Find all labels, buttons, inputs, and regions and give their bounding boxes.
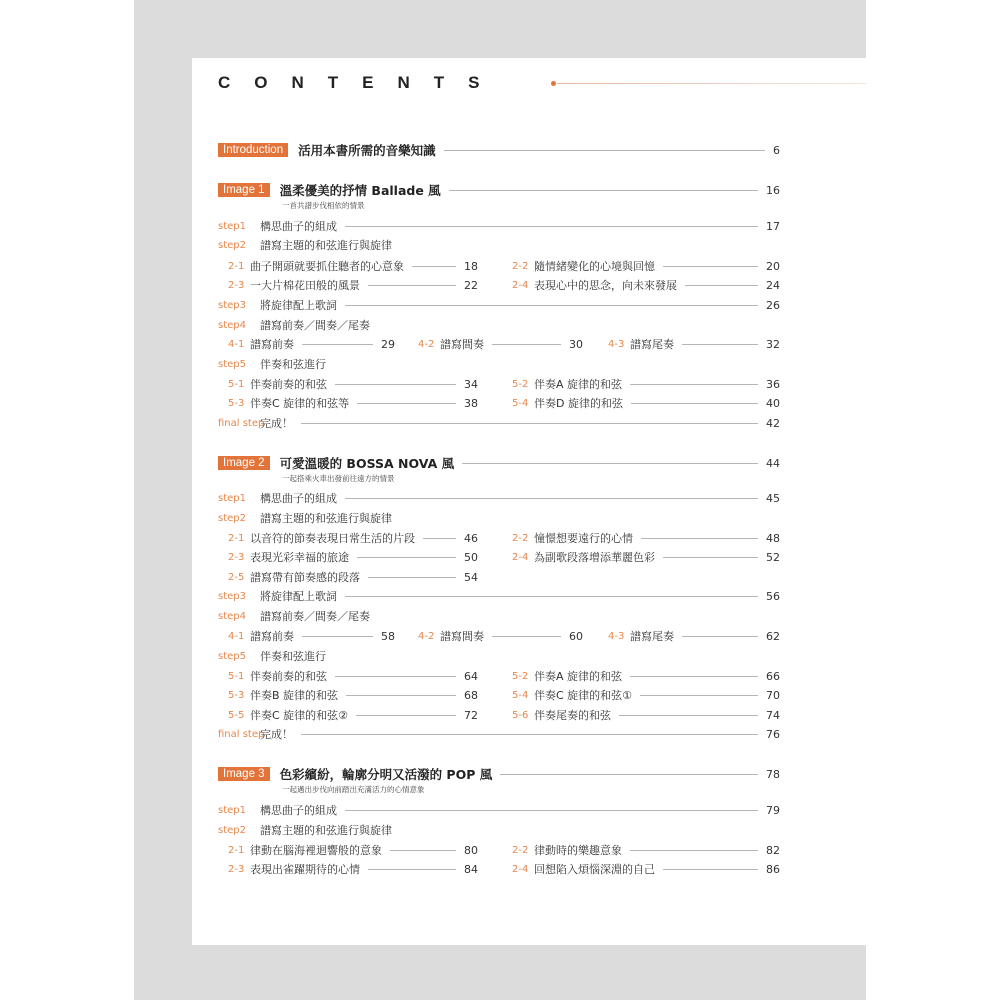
subentry-title: 隨情緒變化的心境與回憶 [534, 260, 655, 273]
page-number: 80 [464, 843, 478, 857]
heading-rule [557, 83, 866, 84]
step-title: 將旋律配上歌詞 [260, 590, 337, 603]
subentry-title: 伴奏C 旋律的和弦等 [250, 397, 350, 410]
subentry-number: 4-1 [228, 630, 245, 642]
subentry-number: 4-2 [418, 338, 435, 350]
subentry-number: 2-1 [228, 844, 245, 856]
step-label: step3 [218, 299, 246, 311]
subentry-title: 曲子開頭就要抓住聽者的心意象 [250, 260, 404, 273]
toc-step-entry[interactable] [218, 414, 780, 432]
toc-subentry[interactable] [502, 686, 780, 704]
toc-subentry[interactable] [502, 706, 780, 724]
leader-line [345, 305, 758, 306]
page-number: 22 [464, 278, 478, 292]
toc-subentry[interactable] [502, 667, 780, 685]
subentry-title: 譜寫前奏 [250, 630, 294, 643]
section-subtitle: 一首共譜步伐相依的情景 [282, 201, 365, 210]
subentry-number: 4-1 [228, 338, 245, 350]
step-title: 譜寫主題的和弦進行與旋律 [260, 512, 392, 525]
heading-dot-ornament [551, 81, 556, 86]
subentry-title: 伴奏A 旋律的和弦 [534, 378, 623, 391]
toc-subentry[interactable] [218, 529, 478, 547]
leader-line [368, 869, 456, 870]
section-title: 色彩繽紛，輪廓分明又活潑的 POP 風 [279, 767, 493, 782]
page-number: 32 [766, 337, 780, 351]
step-label: step1 [218, 804, 246, 816]
page-number: 68 [464, 688, 478, 702]
step-title: 將旋律配上歌詞 [260, 299, 337, 312]
page-number: 66 [766, 669, 780, 683]
leader-line [500, 774, 758, 775]
page-number: 6 [773, 143, 780, 157]
toc-subentry[interactable] [218, 548, 478, 566]
subentry-number: 5-3 [228, 397, 245, 409]
section-badge: Image 2 [218, 456, 270, 470]
page-number: 56 [766, 589, 780, 603]
step-title: 構思曲子的組成 [260, 804, 337, 817]
toc-step-entry[interactable] [218, 316, 780, 334]
subentry-number: 5-1 [228, 378, 245, 390]
leader-line [302, 344, 373, 345]
subentry-title: 表現出雀躍期待的心情 [250, 863, 360, 876]
section-title: 可愛溫暖的 BOSSA NOVA 風 [279, 456, 455, 471]
toc-subentry[interactable] [218, 276, 478, 294]
page-number: 79 [766, 803, 780, 817]
step-title: 譜寫主題的和弦進行與旋律 [260, 824, 392, 837]
subentry-title: 譜寫間奏 [440, 630, 484, 643]
subentry-title: 伴奏A 旋律的和弦 [534, 670, 623, 683]
section-badge: Image 3 [218, 767, 270, 781]
entry-title: 活用本書所需的音樂知識 [298, 143, 436, 158]
subentry-title: 伴奏C 旋律的和弦② [250, 709, 349, 722]
page-number: 62 [766, 629, 780, 643]
toc-section-header[interactable] [218, 765, 780, 783]
leader-line [412, 266, 456, 267]
page-number: 29 [381, 337, 395, 351]
toc-step-entry[interactable] [218, 607, 780, 625]
leader-line [682, 636, 758, 637]
step-title: 完成！ [260, 728, 293, 741]
step-label: step4 [218, 610, 246, 622]
leader-line [356, 715, 456, 716]
toc-subentry[interactable] [218, 375, 478, 393]
toc-subentry[interactable] [218, 335, 395, 353]
subentry-number: 2-2 [512, 260, 529, 272]
subentry-number: 5-2 [512, 670, 529, 682]
leader-line [663, 557, 758, 558]
leader-line [641, 538, 758, 539]
toc-subentry[interactable] [218, 257, 478, 275]
page-number: 24 [766, 278, 780, 292]
step-title: 譜寫前奏／間奏／尾奏 [260, 610, 370, 623]
leader-line [631, 403, 758, 404]
leader-line [630, 384, 758, 385]
page-number: 17 [766, 219, 780, 233]
step-label: step4 [218, 319, 246, 331]
subentry-number: 2-5 [228, 571, 245, 583]
subentry-title: 伴奏D 旋律的和弦 [534, 397, 623, 410]
subentry-number: 4-3 [608, 338, 625, 350]
toc-subentry[interactable] [218, 686, 478, 704]
toc-step-entry[interactable] [218, 355, 780, 373]
leader-line [663, 869, 758, 870]
page-number: 70 [766, 688, 780, 702]
subentry-title: 伴奏前奏的和弦 [250, 670, 327, 683]
toc-subentry[interactable] [502, 394, 780, 412]
toc-subentry[interactable] [218, 706, 478, 724]
leader-line [685, 285, 758, 286]
subentry-number: 5-6 [512, 709, 529, 721]
subentry-number: 2-2 [512, 532, 529, 544]
section-subtitle: 一起邁出步伐向前踏出充滿活力的心情意象 [282, 785, 425, 794]
toc-step-entry[interactable] [218, 217, 780, 235]
subentry-number: 5-3 [228, 689, 245, 701]
leader-line [663, 266, 758, 267]
subentry-title: 以音符的節奏表現日常生活的片段 [250, 532, 415, 545]
leader-line [345, 498, 758, 499]
leader-line [301, 423, 758, 424]
subentry-title: 伴奏B 旋律的和弦 [250, 689, 339, 702]
toc-step-entry[interactable] [218, 509, 780, 527]
page-number: 45 [766, 491, 780, 505]
toc-subentry[interactable] [598, 627, 780, 645]
toc-subentry[interactable] [502, 841, 780, 859]
section-subtitle: 一起搭乘火車出發前往遠方的情景 [282, 474, 395, 483]
step-label: step1 [218, 220, 246, 232]
leader-line [619, 715, 758, 716]
page-number: 60 [569, 629, 583, 643]
subentry-title: 憧憬想要遠行的心情 [534, 532, 633, 545]
subentry-title: 伴奏C 旋律的和弦① [534, 689, 633, 702]
page-number: 58 [381, 629, 395, 643]
subentry-title: 譜寫尾奏 [630, 630, 674, 643]
page-number: 64 [464, 669, 478, 683]
subentry-number: 2-1 [228, 260, 245, 272]
leader-line [302, 636, 373, 637]
toc-subentry[interactable] [218, 841, 478, 859]
subentry-number: 2-4 [512, 863, 529, 875]
leader-line [682, 344, 758, 345]
toc-step-entry[interactable] [218, 725, 780, 743]
page-number: 78 [766, 767, 780, 781]
step-title: 完成！ [260, 417, 293, 430]
leader-line [368, 285, 456, 286]
subentry-title: 譜寫間奏 [440, 338, 484, 351]
subentry-number: 5-2 [512, 378, 529, 390]
subentry-number: 5-4 [512, 689, 529, 701]
step-label: step5 [218, 358, 246, 370]
leader-line [630, 676, 758, 677]
step-label: step2 [218, 512, 246, 524]
subentry-title: 律動時的樂趣意象 [534, 844, 622, 857]
page-number: 38 [464, 396, 478, 410]
toc-step-entry[interactable] [218, 647, 780, 665]
leader-line [346, 695, 456, 696]
page-number: 36 [766, 377, 780, 391]
toc-subentry[interactable] [408, 335, 583, 353]
leader-line [335, 676, 456, 677]
page-number: 40 [766, 396, 780, 410]
toc-step-entry[interactable] [218, 587, 780, 605]
subentry-title: 一大片棉花田般的風景 [250, 279, 360, 292]
step-label: final step [218, 728, 265, 740]
toc-subentry[interactable] [218, 568, 478, 586]
toc-subentry[interactable] [218, 860, 478, 878]
toc-subentry[interactable] [502, 257, 780, 275]
toc-subentry[interactable] [218, 627, 395, 645]
page-number: 76 [766, 727, 780, 741]
leader-line [368, 577, 456, 578]
subentry-title: 伴奏前奏的和弦 [250, 378, 327, 391]
section-title: 溫柔優美的抒情 Ballade 風 [279, 183, 441, 198]
toc-subentry[interactable] [408, 627, 583, 645]
leader-line [462, 463, 758, 464]
page-number: 16 [766, 183, 780, 197]
subentry-number: 4-3 [608, 630, 625, 642]
subentry-number: 5-4 [512, 397, 529, 409]
subentry-title: 為副歌段落增添華麗色彩 [534, 551, 655, 564]
page-number: 48 [766, 531, 780, 545]
page-number: 52 [766, 550, 780, 564]
leader-line [345, 810, 758, 811]
leader-line [335, 384, 456, 385]
step-label: step1 [218, 492, 246, 504]
toc-subentry[interactable] [502, 276, 780, 294]
subentry-title: 回想陷入煩惱深淵的自己 [534, 863, 655, 876]
leader-line [357, 557, 456, 558]
subentry-number: 4-2 [418, 630, 435, 642]
toc-subentry[interactable] [502, 860, 780, 878]
toc-subentry[interactable] [502, 375, 780, 393]
subentry-number: 2-3 [228, 279, 245, 291]
toc-section-header[interactable] [218, 454, 780, 472]
section-badge: Introduction [218, 143, 288, 157]
toc-subentry[interactable] [502, 529, 780, 547]
step-label: step2 [218, 239, 246, 251]
leader-line [640, 695, 758, 696]
leader-line [423, 538, 456, 539]
subentry-number: 2-3 [228, 551, 245, 563]
subentry-title: 譜寫帶有節奏感的段落 [250, 571, 360, 584]
leader-line [444, 150, 765, 151]
subentry-title: 表現心中的思念，向未來發展 [534, 279, 677, 292]
subentry-title: 譜寫尾奏 [630, 338, 674, 351]
subentry-title: 表現光彩幸福的旅途 [250, 551, 349, 564]
subentry-title: 譜寫前奏 [250, 338, 294, 351]
page-number: 20 [766, 259, 780, 273]
toc-step-entry[interactable] [218, 296, 780, 314]
page-number: 86 [766, 862, 780, 876]
toc-section-header[interactable] [218, 181, 780, 199]
subentry-number: 5-1 [228, 670, 245, 682]
toc-step-entry[interactable] [218, 801, 780, 819]
leader-line [390, 850, 456, 851]
subentry-number: 2-1 [228, 532, 245, 544]
subentry-number: 2-4 [512, 279, 529, 291]
leader-line [345, 596, 758, 597]
page-number: 42 [766, 416, 780, 430]
page-number: 18 [464, 259, 478, 273]
page-number: 44 [766, 456, 780, 470]
step-title: 伴奏和弦進行 [260, 650, 326, 663]
page-number: 74 [766, 708, 780, 722]
toc-subentry[interactable] [218, 394, 478, 412]
step-label: step3 [218, 590, 246, 602]
subentry-number: 5-5 [228, 709, 245, 721]
step-label: final step [218, 417, 265, 429]
leader-line [492, 636, 561, 637]
step-label: step5 [218, 650, 246, 662]
subentry-number: 2-2 [512, 844, 529, 856]
step-title: 構思曲子的組成 [260, 492, 337, 505]
leader-line [301, 734, 758, 735]
toc-subentry[interactable] [218, 667, 478, 685]
leader-line [345, 226, 758, 227]
subentry-title: 律動在腦海裡迴響般的意象 [250, 844, 382, 857]
toc-step-entry[interactable] [218, 236, 780, 254]
leader-line [357, 403, 456, 404]
subentry-number: 2-3 [228, 863, 245, 875]
step-title: 伴奏和弦進行 [260, 358, 326, 371]
leader-line [630, 850, 758, 851]
toc-entry-introduction[interactable] [218, 141, 780, 159]
page-number: 26 [766, 298, 780, 312]
step-label: step2 [218, 824, 246, 836]
section-badge: Image 1 [218, 183, 270, 197]
page-number: 50 [464, 550, 478, 564]
step-title: 構思曲子的組成 [260, 220, 337, 233]
toc-step-entry[interactable] [218, 489, 780, 507]
contents-heading: CONTENTS [218, 73, 504, 92]
page-number: 82 [766, 843, 780, 857]
page-number: 30 [569, 337, 583, 351]
leader-line [492, 344, 561, 345]
step-title: 譜寫前奏／間奏／尾奏 [260, 319, 370, 332]
page-number: 72 [464, 708, 478, 722]
page-number: 54 [464, 570, 478, 584]
page-number: 34 [464, 377, 478, 391]
leader-line [449, 190, 758, 191]
toc-subentry[interactable] [598, 335, 780, 353]
subentry-number: 2-4 [512, 551, 529, 563]
step-title: 譜寫主題的和弦進行與旋律 [260, 239, 392, 252]
toc-subentry[interactable] [502, 548, 780, 566]
toc-step-entry[interactable] [218, 821, 780, 839]
subentry-title: 伴奏尾奏的和弦 [534, 709, 611, 722]
page-number: 46 [464, 531, 478, 545]
page-number: 84 [464, 862, 478, 876]
